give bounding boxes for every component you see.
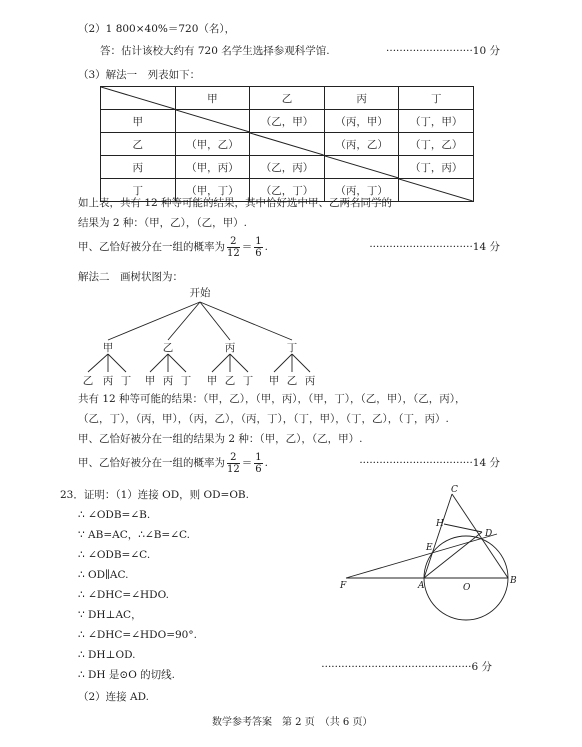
table-row (101, 156, 474, 179)
label-F: F (340, 581, 347, 591)
method2-line3: 甲、乙恰好被分在一组的结果为 2 种：（甲，乙），（乙，甲）. (78, 433, 363, 445)
table-cell: （丙，乙） (324, 133, 399, 156)
table-header-cell: 丁 (399, 87, 474, 110)
table-cell: （甲，丙） (175, 156, 250, 179)
q23-line-1: ∴ ∠ODB=∠B. (78, 509, 151, 521)
part2-answer: 答：估计该校大约有 720 名学生选择参观科学馆. (100, 45, 330, 57)
q23-part2: （2）连接 AD. (78, 691, 149, 703)
prob-prefix: 甲、乙恰好被分在一组的概率为 (78, 457, 225, 469)
method1-line2: 结果为 2 种：（甲，乙），（乙，甲）. (78, 217, 247, 229)
tree-node-l1: 乙 (162, 342, 174, 354)
table-cell: （丁，乙） (399, 133, 474, 156)
tree-node-l2: 甲 (206, 375, 218, 387)
table-diagonal-cell (175, 110, 250, 133)
outcome-table (100, 86, 474, 202)
part3-heading: （3）解法一 列表如下： (78, 69, 201, 81)
q23-line-9: ∴ DH 是⊙O 的切线. (78, 669, 176, 681)
table-cell: （甲，乙） (175, 133, 250, 156)
fraction-2-12: $\frac{2}{12}$ (227, 235, 240, 259)
table-row-header: 丙 (101, 156, 176, 179)
tree-node-l2: 甲 (144, 375, 156, 387)
method1-probability: 甲、乙恰好被分在一组的概率为 $\frac{2}{12}$ ＝ $\frac{1}{6}$ . (78, 235, 268, 259)
tree-node-l2: 乙 (286, 375, 298, 387)
table-row (101, 110, 474, 133)
table-cell: （甲，丁） (175, 179, 250, 202)
table-cell: （乙，甲） (250, 110, 325, 133)
table-header-cell: 甲 (175, 87, 250, 110)
table-diagonal-cell (324, 156, 399, 179)
page-footer: 数学参考答案 第 2 页 （共 6 页） (212, 717, 373, 728)
table-cell: （乙，丙） (250, 156, 325, 179)
method1-line1: 如上表，共有 12 种等可能的结果，其中恰好选中甲、乙两名同学的 (78, 197, 393, 209)
table-cell: （丙，丁） (324, 179, 399, 202)
tree-node-l1: 丙 (224, 342, 236, 354)
part2-score: ··························10 分 (386, 45, 500, 57)
table-diagonal-cell (399, 179, 474, 202)
tree-node-l2: 甲 (268, 375, 280, 387)
table-diagonal-cell (250, 133, 325, 156)
method2-heading: 解法二 画树状图为： (78, 271, 183, 283)
tree-node-l1: 丁 (286, 342, 298, 354)
method2-line2: （乙，丁），（丙，甲），（丙，乙），（丙，丁），（丁，甲），（丁，乙），（丁，丙）. (78, 413, 449, 425)
table-row-header: 甲 (101, 110, 176, 133)
q23-line-6: ∵ DH⊥AC， (78, 609, 142, 621)
q23-line-0: 23．证明：（1）连接 OD，则 OD=OB. (60, 489, 249, 501)
tree-node-l1: 甲 (102, 342, 114, 354)
table-corner-cell (101, 87, 176, 110)
q23-line-5: ∴ ∠DHC=∠HDO. (78, 589, 169, 601)
label-H: H (436, 519, 444, 529)
prob-prefix: 甲、乙恰好被分在一组的概率为 (78, 241, 225, 253)
q23-score: ·············································6 分 (321, 661, 492, 673)
label-A: A (418, 581, 425, 591)
label-E: E (426, 543, 433, 553)
method1-score: ·······························14 分 (369, 241, 500, 253)
table-header-cell: 乙 (250, 87, 325, 110)
table-cell: （丁，丙） (399, 156, 474, 179)
q23-line-2: ∵ AB=AC，∴∠B=∠C. (78, 529, 191, 541)
fraction-2-12: $\frac{2}{12}$ (227, 451, 240, 475)
tree-diagram (70, 284, 350, 390)
label-D: D (485, 529, 493, 539)
table-cell: （乙，丁） (250, 179, 325, 202)
tree-node-l2: 丙 (304, 375, 316, 387)
tree-node-l2: 丙 (162, 375, 174, 387)
tree-node-l2: 乙 (82, 375, 94, 387)
table-row-header: 丁 (101, 179, 176, 202)
q23-line-3: ∴ ∠ODB=∠C. (78, 549, 151, 561)
fraction-1-6: $\frac{1}{6}$ (255, 451, 262, 475)
q23-line-7: ∴ ∠DHC=∠HDO=90°. (78, 629, 197, 641)
tree-node-l2: 丁 (120, 375, 132, 387)
tree-node-l2: 乙 (224, 375, 236, 387)
label-B: B (510, 576, 517, 586)
tree-node-l2: 丁 (242, 375, 254, 387)
table-cell: （丁，甲） (399, 110, 474, 133)
table-cell: （丙，甲） (324, 110, 399, 133)
q23-line-4: ∴ OD∥AC. (78, 569, 129, 581)
table-row (101, 133, 474, 156)
tree-node-l2: 丁 (180, 375, 192, 387)
fraction-1-6: $\frac{1}{6}$ (255, 235, 262, 259)
q23-line-8: ∴ DH⊥OD. (78, 649, 136, 661)
geometry-figure (330, 484, 530, 624)
method2-line1: 共有 12 种等可能的结果：（甲，乙），（甲，丙），（甲，丁），（乙，甲），（乙，丙）， (78, 393, 466, 405)
part2-calculation: （2）1 800×40%＝720（名）， (78, 23, 236, 35)
label-O: O (463, 583, 471, 593)
table-header-row (101, 87, 474, 110)
method2-score: ··································14 分 (359, 457, 500, 469)
table-row-header: 乙 (101, 133, 176, 156)
table-header-cell: 丙 (324, 87, 399, 110)
tree-node-l2: 丙 (102, 375, 114, 387)
label-C: C (451, 485, 458, 495)
method2-probability: 甲、乙恰好被分在一组的概率为 $\frac{2}{12}$ ＝ $\frac{1}{6}$ . (78, 451, 268, 475)
tree-root: 开始 (189, 287, 211, 299)
